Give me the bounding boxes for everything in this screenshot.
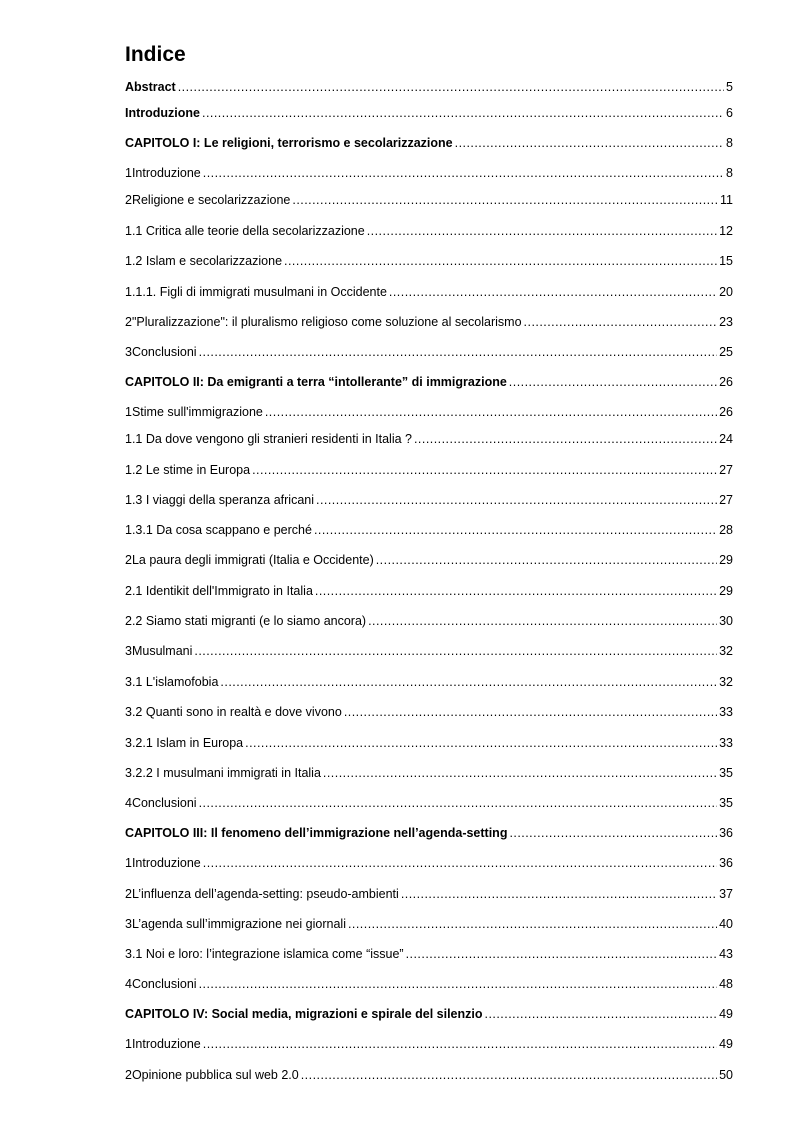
toc-entry <box>125 764 733 782</box>
toc-entry-title: 1.1.1. Figli di immigrati musulmani in Occidente <box>125 285 387 299</box>
toc-entry <box>125 283 733 301</box>
toc-page-number: 27 <box>719 463 733 477</box>
toc-page-number: 26 <box>719 375 733 389</box>
dot-leader <box>203 854 717 872</box>
dot-leader <box>245 734 717 752</box>
toc-page-number: 8 <box>726 136 733 150</box>
toc-entry <box>125 703 733 721</box>
toc-page-number: 6 <box>726 106 733 120</box>
toc-page-number: 50 <box>719 1068 733 1082</box>
toc-page-number: 24 <box>719 432 733 446</box>
dot-leader <box>348 915 717 933</box>
toc-entry <box>125 582 733 600</box>
dot-leader <box>284 252 717 270</box>
dot-leader <box>414 430 717 448</box>
toc-chapter-entry <box>125 373 733 391</box>
toc-entry-title: 1.3.1 Da cosa scappano e perché <box>125 523 312 537</box>
dot-leader <box>199 343 718 361</box>
toc-entry <box>125 430 733 448</box>
dot-leader <box>203 1035 717 1053</box>
toc-page-number: 29 <box>719 553 733 567</box>
toc-page-number: 43 <box>719 947 733 961</box>
dot-leader <box>367 222 717 240</box>
toc-entry-title: Abstract <box>125 80 176 94</box>
dot-leader <box>202 104 724 122</box>
toc-entry <box>125 945 733 963</box>
dot-leader <box>203 164 724 182</box>
toc-page-number: 32 <box>719 675 733 689</box>
dot-leader <box>509 824 717 842</box>
dot-leader <box>485 1005 718 1023</box>
toc-entry <box>125 491 733 509</box>
toc-entry <box>125 313 733 331</box>
toc-page-number: 5 <box>726 80 733 94</box>
dot-leader <box>252 461 717 479</box>
dot-leader <box>368 612 717 630</box>
toc-page-number: 25 <box>719 345 733 359</box>
toc-entry-title: CAPITOLO II: Da emigranti a terra “intollerante” di immigrazione <box>125 375 507 389</box>
toc-entry <box>125 191 733 209</box>
toc-entry <box>125 885 733 903</box>
toc-entry <box>125 164 733 182</box>
toc-entry-title: 1.3 I viaggi della speranza africani <box>125 493 315 507</box>
toc-page-number: 33 <box>719 705 733 719</box>
toc-entry-title: 3.1 Noi e loro: l’integrazione islamica come “issue” <box>125 947 404 961</box>
toc-entry <box>125 222 733 240</box>
toc-page-number: 8 <box>726 166 733 180</box>
toc-entry-title: 2.1 Identikit dell'Immigrato in Italia <box>125 584 313 598</box>
toc-page-number: 28 <box>719 523 733 537</box>
toc-entry-title: 2La paura degli immigrati (Italia e Occidente) <box>125 553 374 567</box>
toc-page-number: 27 <box>719 493 733 507</box>
toc-page-number: 29 <box>719 584 733 598</box>
toc-entry-title: 1Introduzione <box>125 1037 201 1051</box>
toc-entry-title: 1.2 Islam e secolarizzazione <box>125 254 283 268</box>
toc-entry-title: 1.1 Da dove vengono gli stranieri residenti in Italia ? <box>125 432 412 446</box>
toc-page-number: 11 <box>720 193 733 207</box>
toc-entry <box>125 734 733 752</box>
toc-page-number: 35 <box>719 766 733 780</box>
toc-entry-title: 3.2 Quanti sono in realtà e dove vivono <box>125 705 342 719</box>
toc-page-number: 48 <box>719 977 733 991</box>
toc-page-number: 36 <box>719 826 733 840</box>
dot-leader <box>194 642 717 660</box>
toc-entry-title: CAPITOLO III: Il fenomeno dell’immigrazione nell’agenda-setting <box>125 826 508 840</box>
toc-entry <box>125 461 733 479</box>
dot-leader <box>344 703 717 721</box>
toc-page-number: 49 <box>719 1007 733 1021</box>
toc-entry <box>125 521 733 539</box>
toc-entry-title: 3Musulmani <box>125 644 193 658</box>
toc-entry-title: Introduzione <box>125 106 200 120</box>
toc-page-number: 40 <box>719 917 733 931</box>
dot-leader <box>509 373 717 391</box>
toc-entry-title: 2L’influenza dell’agenda-setting: pseudo-ambienti <box>125 887 399 901</box>
toc-page-number: 32 <box>719 644 733 658</box>
toc-page-number: 12 <box>719 224 733 238</box>
dot-leader <box>315 582 717 600</box>
toc-entry-title: 4Conclusioni <box>125 977 197 991</box>
toc-entry <box>125 915 733 933</box>
toc-entry-title: CAPITOLO I: Le religioni, terrorismo e secolarizzazione <box>125 136 453 150</box>
toc-chapter-entry <box>125 104 733 122</box>
dot-leader <box>455 134 724 152</box>
toc-page-number: 49 <box>719 1037 733 1051</box>
toc-page-number: 37 <box>719 887 733 901</box>
toc-entry-title: 1.2 Le stime in Europa <box>125 463 251 477</box>
toc-entry-title: 3L’agenda sull’immigrazione nei giornali <box>125 917 346 931</box>
toc-entry-title: 4Conclusioni <box>125 796 197 810</box>
toc-entry-title: 2"Pluralizzazione": il pluralismo religioso come soluzione al secolarismo <box>125 315 522 329</box>
toc-entry <box>125 1066 733 1084</box>
toc-entry-title: 3.2.1 Islam in Europa <box>125 736 244 750</box>
toc-entry-title: 3.1 L'islamofobia <box>125 675 219 689</box>
dot-leader <box>389 283 717 301</box>
dot-leader <box>316 491 717 509</box>
toc-entry <box>125 612 733 630</box>
toc-entry-title: 1.1 Critica alle teorie della secolarizzazione <box>125 224 365 238</box>
dot-leader <box>199 794 718 812</box>
toc-chapter-entry <box>125 1005 733 1023</box>
toc-chapter-entry <box>125 824 733 842</box>
toc-chapter-entry <box>125 78 733 96</box>
dot-leader <box>524 313 718 331</box>
toc-page-number: 33 <box>719 736 733 750</box>
dot-leader <box>292 191 718 209</box>
toc-entry-title: 3.2.2 I musulmani immigrati in Italia <box>125 766 321 780</box>
dot-leader <box>220 673 717 691</box>
dot-leader <box>376 551 717 569</box>
dot-leader <box>406 945 718 963</box>
toc-entry-title: 1Introduzione <box>125 166 201 180</box>
toc-page-number: 35 <box>719 796 733 810</box>
toc-entry-title: 1Introduzione <box>125 856 201 870</box>
toc-page-number: 26 <box>719 405 733 419</box>
toc-page-number: 20 <box>719 285 733 299</box>
toc-page-number: 23 <box>719 315 733 329</box>
page-title: Indice <box>125 43 186 66</box>
toc-entry-title: 2.2 Siamo stati migranti (e lo siamo ancora) <box>125 614 367 628</box>
dot-leader <box>323 764 717 782</box>
toc-chapter-entry <box>125 134 733 152</box>
toc-entry <box>125 343 733 361</box>
toc-entry <box>125 403 733 421</box>
toc-entry <box>125 1035 733 1053</box>
toc-entry-title: 3Conclusioni <box>125 345 197 359</box>
toc-entry-title: 1Stime sull'immigrazione <box>125 405 263 419</box>
toc-entry <box>125 854 733 872</box>
dot-leader <box>314 521 717 539</box>
toc-entry <box>125 975 733 993</box>
toc-page-number: 30 <box>719 614 733 628</box>
toc-page-number: 15 <box>719 254 733 268</box>
dot-leader <box>178 78 724 96</box>
toc-entry <box>125 794 733 812</box>
dot-leader <box>199 975 718 993</box>
dot-leader <box>301 1066 717 1084</box>
toc-page-number: 36 <box>719 856 733 870</box>
toc-entry <box>125 642 733 660</box>
dot-leader <box>265 403 717 421</box>
toc-entry-title: 2Religione e secolarizzazione <box>125 193 291 207</box>
toc-entry <box>125 551 733 569</box>
toc-entry-title: 2Opinione pubblica sul web 2.0 <box>125 1068 299 1082</box>
toc-entry <box>125 252 733 270</box>
toc-entry-title: CAPITOLO IV: Social media, migrazioni e spirale del silenzio <box>125 1007 483 1021</box>
toc-entry <box>125 673 733 691</box>
dot-leader <box>401 885 717 903</box>
